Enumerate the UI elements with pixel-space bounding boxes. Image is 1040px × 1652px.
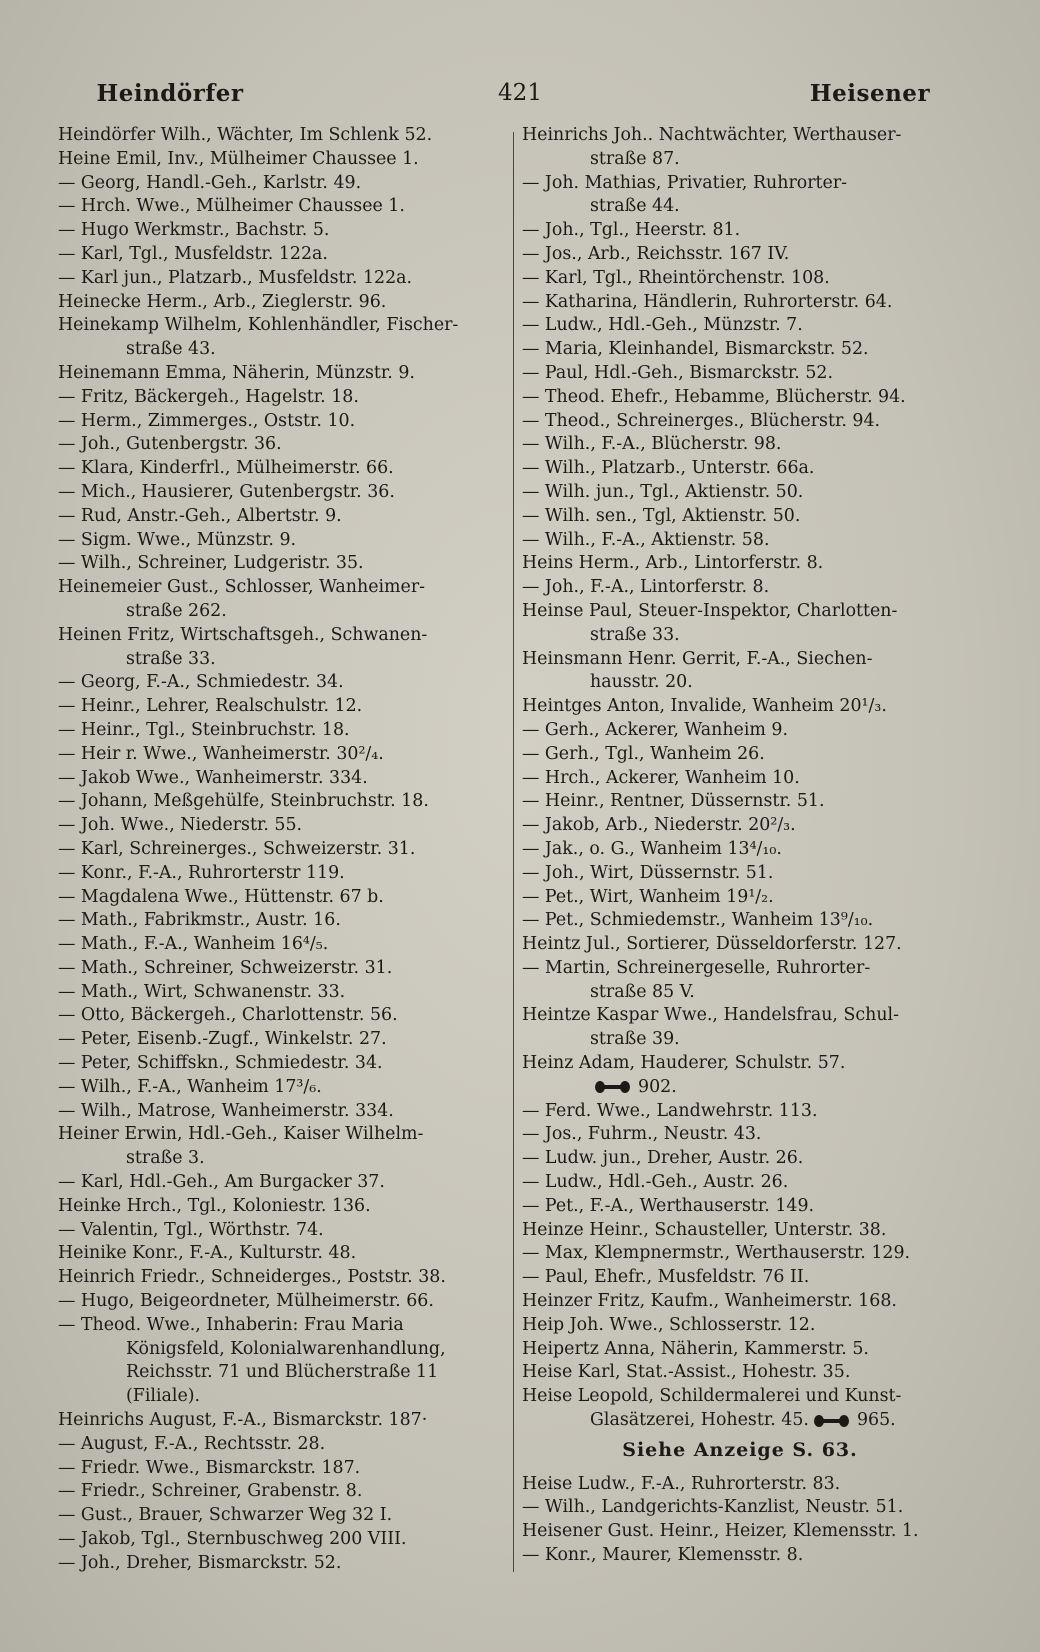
entry-text: Heinecke Herm., Arb., Zieglerstr. 96.	[58, 291, 387, 312]
guide-word-right: Heisener	[809, 79, 931, 107]
directory-entry-line	[58, 410, 510, 434]
entry-text: — Karl, Tgl., Rheintörchenstr. 108.	[522, 267, 830, 288]
entry-text: — Ludw., Hdl.-Geh., Austr. 26.	[522, 1172, 789, 1193]
entry-text: — Hugo, Beigeordneter, Mülheimerstr. 66.	[58, 1291, 434, 1312]
entry-text: Heinzer Fritz, Kaufm., Wanheimerstr. 168.	[522, 1291, 897, 1312]
directory-entry-line	[58, 124, 510, 148]
directory-entry-line	[58, 886, 510, 910]
directory-entry-line	[522, 267, 958, 291]
entry-text: — Pet., Schmiedemstr., Wanheim 13⁹/₁₀.	[522, 910, 874, 931]
directory-entry-line	[58, 1147, 510, 1171]
directory-entry-line	[522, 552, 958, 576]
entry-text: — Georg, F.-A., Schmiedestr. 34.	[58, 672, 344, 693]
directory-entry-line	[58, 1100, 510, 1124]
directory-entry-line	[522, 338, 958, 362]
directory-entry-line	[522, 481, 958, 505]
entry-text: — Math., Schreiner, Schweizerstr. 31.	[58, 957, 393, 978]
entry-text: — Paul, Hdl.-Geh., Bismarckstr. 52.	[522, 362, 834, 383]
entry-text: (Filiale).	[126, 1386, 201, 1407]
guide-word-left: Heindörfer	[96, 79, 244, 107]
entry-text: — Ferd. Wwe., Landwehrstr. 113.	[522, 1100, 818, 1121]
directory-entry-line	[522, 386, 958, 410]
directory-entry-line	[522, 1171, 958, 1195]
entry-text: Heisener Gust. Heinr., Heizer, Klemensstr. 1.	[522, 1521, 919, 1542]
entry-text: — Karl, Tgl., Musfeldstr. 122a.	[58, 243, 328, 264]
directory-entry-line	[58, 1433, 510, 1457]
entry-text: — Pet., Wirt, Wanheim 19¹/₂.	[522, 886, 774, 907]
directory-entry-line	[58, 362, 510, 386]
entry-text: Heinrichs August, F.-A., Bismarckstr. 187·	[58, 1410, 428, 1431]
directory-entry-line	[58, 648, 510, 672]
directory-entry-line	[58, 1361, 510, 1385]
directory-entry-line	[58, 1028, 510, 1052]
directory-entry-line	[58, 1219, 510, 1243]
entry-text: — Karl jun., Platzarb., Musfeldstr. 122a.	[58, 267, 413, 288]
directory-entry-line	[58, 790, 510, 814]
entry-text: — Theod. Wwe., Inhaberin: Frau Maria	[58, 1314, 404, 1335]
directory-entry-line	[58, 1266, 510, 1290]
entry-text: straße 262.	[126, 600, 227, 621]
entry-text: — Wilh., F.-A., Wanheim 17³/₆.	[58, 1076, 322, 1097]
directory-entry-line	[58, 1123, 510, 1147]
directory-entry-line	[58, 338, 510, 362]
entry-text: — Klara, Kinderfrl., Mülheimerstr. 66.	[58, 458, 394, 479]
entry-text: Heinemann Emma, Näherin, Münzstr. 9.	[58, 362, 415, 383]
directory-entry-line	[58, 1076, 510, 1100]
directory-entry-line	[522, 1473, 958, 1497]
directory-entry-line	[58, 552, 510, 576]
entry-text: — Paul, Ehefr., Musfeldstr. 76 II.	[522, 1267, 810, 1288]
entry-text: straße 87.	[590, 148, 680, 169]
entry-text: Heinke Hrch., Tgl., Koloniestr. 136.	[58, 1195, 371, 1216]
directory-entry-line	[522, 743, 958, 767]
entry-text: — Karl, Schreinerges., Schweizerstr. 31.	[58, 838, 416, 859]
entry-text: — Joh. Mathias, Privatier, Ruhrorter-	[522, 172, 848, 193]
page-number: 421	[498, 80, 542, 106]
directory-entry-line	[522, 505, 958, 529]
entry-text: straße 33.	[126, 648, 216, 669]
directory-entry-line	[522, 1496, 958, 1520]
entry-text: — Gerh., Ackerer, Wanheim 9.	[522, 719, 788, 740]
directory-entry-line	[522, 124, 958, 148]
directory-entry-line	[58, 767, 510, 791]
entry-text: — Wilh., F.-A., Blücherstr. 98.	[522, 434, 782, 455]
directory-entry-line	[58, 457, 510, 481]
entry-text: — Jakob Wwe., Wanheimerstr. 334.	[58, 767, 368, 788]
entry-text: 902.	[638, 1076, 677, 1097]
directory-entry-line	[58, 505, 510, 529]
entry-text: — Heinr., Rentner, Düssernstr. 51.	[522, 791, 825, 812]
directory-entry-line	[522, 838, 958, 862]
directory-entry-line	[58, 195, 510, 219]
directory-entry-line	[522, 814, 958, 838]
entry-text: — Wilh. jun., Tgl., Aktienstr. 50.	[522, 481, 804, 502]
directory-entry-line	[58, 600, 510, 624]
directory-entry-line	[522, 933, 958, 957]
directory-entry-line	[522, 219, 958, 243]
entry-text: — Jakob, Arb., Niederstr. 20²/₃.	[522, 815, 796, 836]
entry-text: — Ludw. jun., Dreher, Austr. 26.	[522, 1148, 804, 1169]
entry-text: — Georg, Handl.-Geh., Karlstr. 49.	[58, 172, 362, 193]
entry-text: Heinemeier Gust., Schlosser, Wanheimer-	[58, 577, 426, 598]
directory-entry-line	[522, 600, 958, 624]
entry-text: — Wilh., Platzarb., Unterstr. 66a.	[522, 458, 815, 479]
directory-entry-line	[58, 1504, 510, 1528]
directory-entry-line	[58, 909, 510, 933]
entry-text: Heip Joh. Wwe., Schlosserstr. 12.	[522, 1314, 816, 1335]
entry-text: Heintz Jul., Sortierer, Düsseldorferstr. 127.	[522, 934, 902, 955]
directory-entry-line	[58, 814, 510, 838]
entry-text: Heindörfer Wilh., Wächter, Im Schlenk 52.	[58, 125, 433, 145]
directory-entry-line	[522, 148, 958, 172]
entry-text: — Jakob, Tgl., Sternbuschweg 200 VIII.	[58, 1529, 407, 1550]
directory-entry-line	[522, 1544, 958, 1568]
entry-text: Heiner Erwin, Hdl.-Geh., Kaiser Wilhelm-	[58, 1124, 424, 1145]
directory-entry-line	[522, 1028, 958, 1052]
directory-entry-line	[522, 1052, 958, 1076]
directory-entry-line	[58, 1242, 510, 1266]
entry-text: — Math., Wirt, Schwanenstr. 33.	[58, 981, 346, 1002]
entry-text: — Friedr., Schreiner, Grabenstr. 8.	[58, 1481, 363, 1502]
entry-text: — Jak., o. G., Wanheim 13⁴/₁₀.	[522, 838, 782, 859]
directory-entry-line	[58, 1480, 510, 1504]
directory-entry-line	[522, 1385, 958, 1409]
column-rule	[513, 132, 514, 1572]
entry-text: — Math., Fabrikmstr., Austr. 16.	[58, 910, 341, 931]
directory-entry-line	[522, 886, 958, 910]
directory-entry-line	[58, 291, 510, 315]
directory-entry-line	[522, 1004, 958, 1028]
directory-entry-line	[522, 1361, 958, 1385]
directory-entry-line	[522, 1219, 958, 1243]
entry-text: — Joh., Tgl., Heerstr. 81.	[522, 220, 741, 241]
entry-text: Heintze Kaspar Wwe., Handelsfrau, Schul-	[522, 1005, 899, 1026]
directory-entry-line	[522, 1266, 958, 1290]
entry-text: Heipertz Anna, Näherin, Kammerstr. 5.	[522, 1338, 869, 1359]
directory-entry-line	[58, 1528, 510, 1552]
directory-entry-line	[58, 1409, 510, 1433]
entry-text: — Theod. Ehefr., Hebamme, Blücherstr. 94.	[522, 386, 906, 407]
entry-text: — Wilh. sen., Tgl, Aktienstr. 50.	[522, 505, 801, 526]
entry-text: — Max, Klempnermstr., Werthauserstr. 129.	[522, 1243, 911, 1264]
entry-text: Glasätzerei, Hohestr. 45.	[590, 1410, 809, 1431]
directory-entry-line	[522, 1290, 958, 1314]
entry-text: — Hrch. Wwe., Mülheimer Chaussee 1.	[58, 196, 405, 217]
telephone-icon	[813, 1414, 851, 1428]
directory-entry-line	[522, 1242, 958, 1266]
directory-entry-line	[522, 957, 958, 981]
entry-text: — Friedr. Wwe., Bismarckstr. 187.	[58, 1457, 361, 1478]
entry-text: Heintges Anton, Invalide, Wanheim 20¹/₃.	[522, 696, 887, 717]
entry-text: — Joh., Dreher, Bismarckstr. 52.	[58, 1552, 342, 1573]
directory-entry-line	[58, 1385, 510, 1409]
entry-text: straße 33.	[590, 624, 680, 645]
entry-text: Heinike Konr., F.-A., Kulturstr. 48.	[58, 1243, 357, 1264]
entry-text: — Peter, Eisenb.-Zugf., Winkelstr. 27.	[58, 1029, 387, 1050]
directory-entry-line	[522, 1409, 958, 1433]
directory-entry-line	[522, 1314, 958, 1338]
directory-entry-line	[58, 862, 510, 886]
entry-text: Reichsstr. 71 und Blücherstraße 11	[126, 1362, 439, 1383]
entry-text: — Gerh., Tgl., Wanheim 26.	[522, 743, 765, 764]
entry-text: — Martin, Schreinergeselle, Ruhrorter-	[522, 957, 871, 978]
entry-text: — Theod., Schreinerges., Blücherstr. 94.	[522, 410, 881, 431]
entry-text: — Pet., F.-A., Werthauserstr. 149.	[522, 1195, 815, 1216]
entry-text: straße 43.	[126, 339, 216, 360]
entry-text: — Karl, Hdl.-Geh., Am Burgacker 37.	[58, 1172, 385, 1193]
entry-text: — Magdalena Wwe., Hüttenstr. 67 b.	[58, 886, 384, 907]
directory-entry-line	[522, 1100, 958, 1124]
entry-text: — Otto, Bäckergeh., Charlottenstr. 56.	[58, 1005, 398, 1026]
directory-entry-line	[522, 576, 958, 600]
directory-entry-line	[58, 1052, 510, 1076]
entry-text: — Konr., F.-A., Ruhrorterstr 119.	[58, 862, 345, 883]
directory-entry-line	[58, 1552, 510, 1576]
directory-entry-line	[58, 576, 510, 600]
directory-entry-line	[58, 172, 510, 196]
entry-text: — Jos., Arb., Reichsstr. 167 IV.	[522, 243, 790, 264]
entry-text: Heine Emil, Inv., Mülheimer Chaussee 1.	[58, 148, 419, 169]
directory-entry-line	[58, 671, 510, 695]
directory-entry-line	[522, 172, 958, 196]
entry-text: — Maria, Kleinhandel, Bismarckstr. 52.	[522, 339, 869, 360]
directory-entry-line	[522, 529, 958, 553]
directory-entry-line	[522, 1147, 958, 1171]
entry-text: hausstr. 20.	[590, 672, 693, 693]
entry-text: Königsfeld, Kolonialwarenhandlung,	[126, 1338, 446, 1359]
entry-text: — Math., F.-A., Wanheim 16⁴/₅.	[58, 934, 329, 955]
entry-text: Heinekamp Wilhelm, Kohlenhändler, Fischer-	[58, 315, 459, 336]
directory-entry-line	[58, 314, 510, 338]
advert-reference	[522, 1439, 958, 1463]
entry-text: Heinen Fritz, Wirtschaftsgeh., Schwanen-	[58, 624, 428, 645]
directory-entry-line	[522, 719, 958, 743]
entry-text: Heinze Heinr., Schausteller, Unterstr. 38.	[522, 1219, 887, 1240]
directory-entry-line	[58, 1171, 510, 1195]
entry-text: straße 44.	[590, 196, 680, 217]
directory-entry-line	[522, 362, 958, 386]
directory-entry-line	[58, 243, 510, 267]
directory-entry-line	[58, 386, 510, 410]
directory-entry-line	[522, 767, 958, 791]
entry-text: Heise Leopold, Schildermalerei und Kunst-	[522, 1386, 902, 1407]
directory-entry-line	[522, 1076, 958, 1100]
directory-entry-line	[522, 291, 958, 315]
directory-entry-line	[522, 195, 958, 219]
entry-text: Siehe Anzeige S. 63.	[622, 1438, 858, 1461]
directory-entry-line	[522, 790, 958, 814]
directory-entry-line	[58, 433, 510, 457]
directory-entry-line	[58, 1338, 510, 1362]
entry-text: Heise Ludw., F.-A., Ruhrorterstr. 83.	[522, 1473, 841, 1494]
entry-text: Heinz Adam, Hauderer, Schulstr. 57.	[522, 1053, 846, 1074]
entry-text: Heinse Paul, Steuer-Inspektor, Charlotten-	[522, 600, 898, 621]
directory-entry-line	[58, 1004, 510, 1028]
directory-entry-line	[522, 243, 958, 267]
entry-text: — August, F.-A., Rechtsstr. 28.	[58, 1433, 326, 1454]
entry-text: — Wilh., Schreiner, Ludgeristr. 35.	[58, 553, 364, 574]
directory-entry-line	[522, 457, 958, 481]
entry-text: — Peter, Schiffskn., Schmiedestr. 34.	[58, 1053, 383, 1074]
directory-entry-line	[522, 624, 958, 648]
directory-entry-line	[58, 267, 510, 291]
directory-entry-line	[58, 695, 510, 719]
entry-text: — Joh., Wirt, Düssernstr. 51.	[522, 862, 774, 883]
running-head	[60, 76, 980, 110]
directory-entry-line	[522, 1338, 958, 1362]
entry-text: straße 39.	[590, 1029, 680, 1050]
directory-entry-line	[58, 1290, 510, 1314]
entry-text: straße 3.	[126, 1148, 205, 1169]
directory-entry-line	[58, 529, 510, 553]
directory-entry-line	[58, 719, 510, 743]
entry-text: — Sigm. Wwe., Münzstr. 9.	[58, 529, 297, 550]
directory-entry-line	[58, 981, 510, 1005]
entry-text: — Mich., Hausierer, Gutenbergstr. 36.	[58, 481, 395, 502]
entry-text: — Heinr., Lehrer, Realschulstr. 12.	[58, 696, 363, 717]
directory-entry-line	[58, 1457, 510, 1481]
directory-entry-line	[522, 695, 958, 719]
entry-text: — Joh. Wwe., Niederstr. 55.	[58, 815, 303, 836]
entry-text: Heise Karl, Stat.-Assist., Hohestr. 35.	[522, 1362, 851, 1383]
directory-entry-line	[522, 1123, 958, 1147]
entry-text: — Herm., Zimmerges., Oststr. 10.	[58, 410, 356, 431]
phone-number: 965.	[856, 1410, 896, 1431]
directory-entry-line	[522, 909, 958, 933]
entry-text: straße 85 V.	[590, 981, 695, 1002]
entry-text: — Heinr., Tgl., Steinbruchstr. 18.	[58, 719, 350, 740]
entry-text: — Heir r. Wwe., Wanheimerstr. 30²/₄.	[58, 743, 384, 764]
directory-entry-line	[522, 671, 958, 695]
entry-text: — Wilh., Matrose, Wanheimerstr. 334.	[58, 1100, 394, 1121]
entry-text: — Hugo Werkmstr., Bachstr. 5.	[58, 220, 330, 241]
entry-text: Heinsmann Henr. Gerrit, F.-A., Siechen-	[522, 648, 873, 669]
entry-text: — Joh., Gutenbergstr. 36.	[58, 434, 282, 455]
entry-text: Heinrich Friedr., Schneiderges., Poststr. 38.	[58, 1267, 446, 1288]
directory-entry-line	[522, 433, 958, 457]
directory-entry-line	[58, 838, 510, 862]
left-column	[58, 124, 510, 1576]
entry-text: — Rud, Anstr.-Geh., Albertstr. 9.	[58, 505, 342, 526]
entry-text: — Wilh., Landgerichts-Kanzlist, Neustr. 51.	[522, 1497, 904, 1518]
directory-entry-line	[58, 624, 510, 648]
entry-text: — Wilh., F.-A., Aktienstr. 58.	[522, 529, 770, 550]
directory-entry-line	[522, 981, 958, 1005]
entry-text: — Joh., F.-A., Lintorferstr. 8.	[522, 577, 770, 598]
directory-entry-line	[522, 862, 958, 886]
directory-entry-line	[58, 957, 510, 981]
directory-entry-line	[58, 743, 510, 767]
directory-entry-line	[522, 1520, 958, 1544]
directory-entry-line	[522, 314, 958, 338]
entry-text: — Fritz, Bäckergeh., Hagelstr. 18.	[58, 386, 359, 407]
entry-text: Heins Herm., Arb., Lintorferstr. 8.	[522, 553, 824, 574]
directory-entry-line	[58, 219, 510, 243]
directory-entry-line	[58, 1314, 510, 1338]
entry-text: — Jos., Fuhrm., Neustr. 43.	[522, 1124, 762, 1145]
directory-entry-line	[58, 1195, 510, 1219]
entry-text: — Johann, Meßgehülfe, Steinbruchstr. 18.	[58, 791, 429, 812]
directory-entry-line	[58, 933, 510, 957]
entry-text: — Katharina, Händlerin, Ruhrorterstr. 64.	[522, 291, 893, 312]
directory-entry-line	[58, 481, 510, 505]
entry-text: — Ludw., Hdl.-Geh., Münzstr. 7.	[522, 315, 803, 336]
entry-text: — Valentin, Tgl., Wörthstr. 74.	[58, 1219, 324, 1240]
directory-entry-line	[522, 1195, 958, 1219]
telephone-icon	[594, 1080, 632, 1094]
directory-entry-line	[522, 648, 958, 672]
entry-text: — Konr., Maurer, Klemensstr. 8.	[522, 1545, 804, 1566]
entry-text: — Hrch., Ackerer, Wanheim 10.	[522, 767, 800, 788]
entry-text: — Gust., Brauer, Schwarzer Weg 32 I.	[58, 1505, 393, 1526]
directory-entry-line	[58, 148, 510, 172]
right-column	[522, 124, 958, 1568]
entry-text: Heinrichs Joh.. Nachtwächter, Werthauser-	[522, 125, 902, 145]
directory-entry-line	[522, 410, 958, 434]
